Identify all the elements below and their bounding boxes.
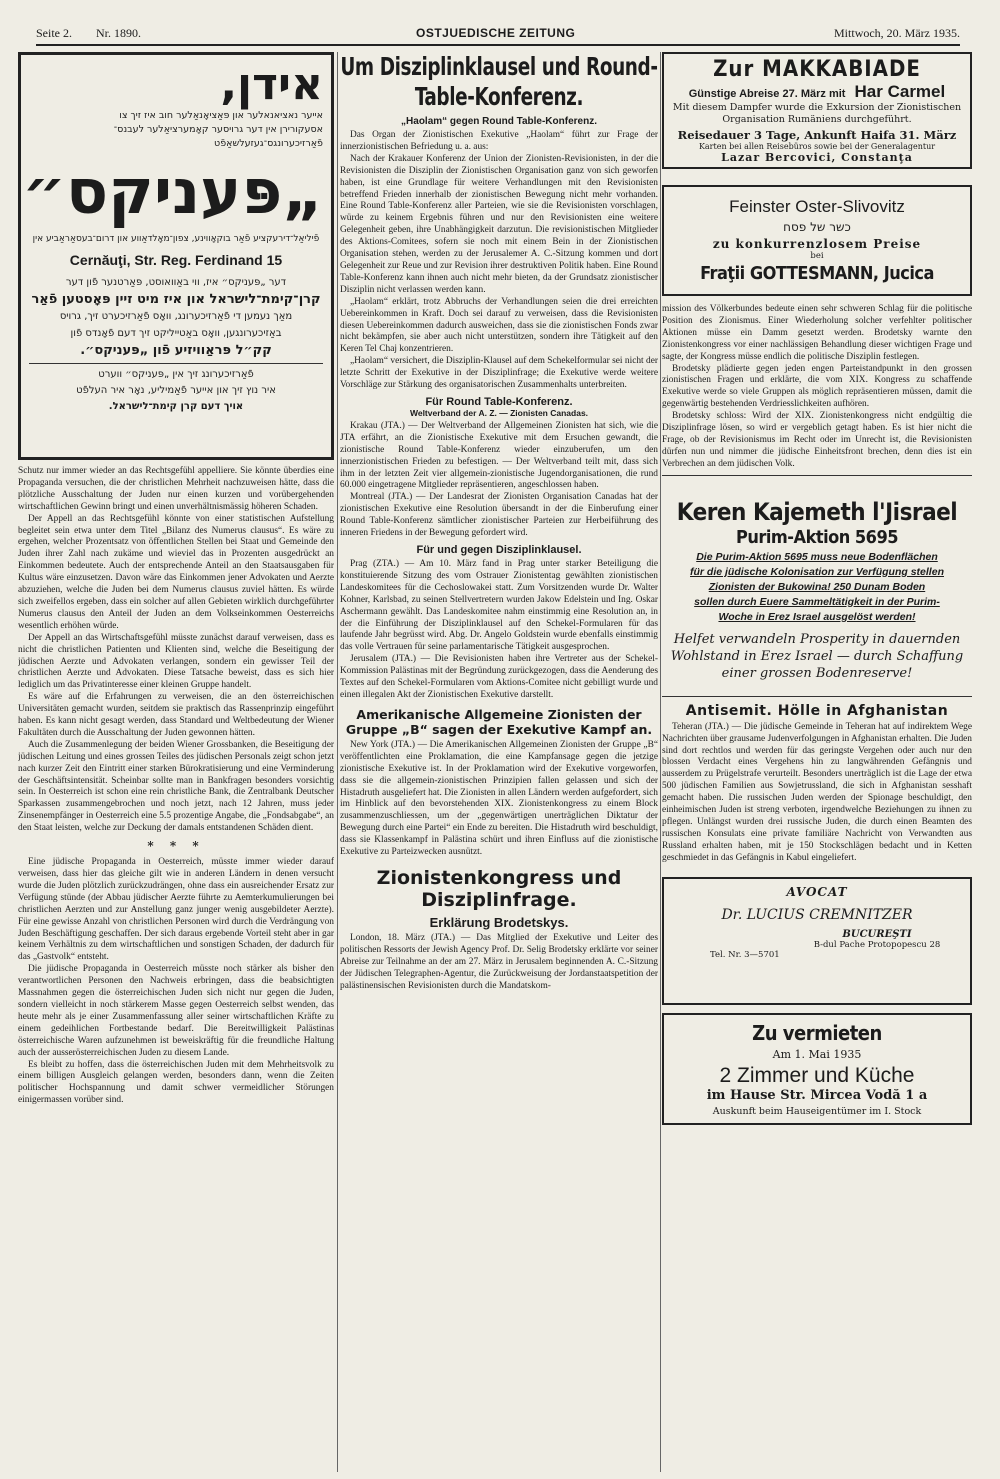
ad-rent-house: im Hause Str. Mircea Vodă 1 a: [706, 1087, 928, 1103]
paragraph: „Haolam“ erklärt, trotz Abbruchs der Verhandlungen seien die drei erreichten Uebereinkommen in Kraft. Doch sei darauf zu verweisen, dass die Revisionisten diesen Uebereinkommen dadurch ausweichen, dass sie die zionistischen Fonds zwar nicht bekämpfen, sie aber auch nicht unterstützen, sondern ihre Tätigkeit auf den Keren Tel Chaj konzentrieren.: [340, 296, 658, 355]
paragraph: Eine jüdische Propaganda in Oesterreich, müsste immer wieder darauf verweisen, dass hier das gleiche gilt wie in anderen Ländern in denen versucht wurde die Juden plötzlich zurückzudrängen, ohne dass ein ausreichender Ersatz zur Verfügung stünde (der Abbau jüdischer Aerzte führte zu Aemterkumulierungen bei christlichen Aerzten und zur Anstellung ganz junger wenig ausgebildeter Aerzte). Für eine gewisse Anzahl von christlichen Personen wird durch die Verdrängung von Juden Beschäftigung geschaffen. Der sich daraus ergebende Vorteil steht aber in gar keinem Verhältnis zu dem wirtschaftlichen und sonstigen Schaden, der dadurch für das „Gastvolk“ entsteht.: [18, 857, 334, 963]
headline-zionistenkongress: Zionistenkongress und Disziplinfrage.: [376, 866, 622, 911]
newspaper-title: OSTJUEDISCHE ZEITUNG: [416, 26, 576, 40]
headline-afghanistan: Antisemit. Hölle in Afghanistan: [685, 702, 949, 719]
issue-number: Nr. 1890.: [96, 26, 141, 40]
header-rule: [36, 44, 960, 46]
paragraph: London, 18. März (JTA.) — Das Mitglied der Exekutive und Leiter des politischen Ressorts der Jewish Agency Prof. Dr. Selig Brodetsky erklärte vor seiner Abreise zur Teilnahme an der am 27. März in Jerusalem beginnenden A. C.-Sitzung der Jüdischen Telegraphen-Agentur, die Zurückweisung der Jordanstaatspetition der palästinensischen Revisionisten durch die Mandatskom-: [340, 932, 658, 991]
paragraph: Teheran (JTA.) — Die jüdische Gemeinde in Teheran hat auf indirektem Wege Nachrichten über grausame Judenverfolgungen in Afghanistan erhalten. Die Juden sind dort rechtlos und werden für das geringste Vergehen oder auch nur den blossen Verdacht eines Vergehens hin zu langwährenden Gefängnis und ausserdem zu Prügelstrafe verurteilt. Besonders unerträglich ist die Lage der etwa 500 jüdischen Familien aus Sowjetrussland, die sich in Afghanistan sesshaft gemacht haben. Die russischen Juden werden der Spionage beschuldigt, den einheimischen Juden ist streng verboten, irgendwelche Beziehungen zu ihnen zu pflegen. Unlängst wurden drei russische Juden, die durch einen Beamten des russischen Konsulats eine private familiäre Nachricht von Verwandten aus Russland erhalten haben, mit je 150 Stockschlägen bedacht und in Ketten geschmiedet in das Gefängnis in Kabul eingeliefert.: [662, 721, 972, 863]
paragraph: Nach der Krakauer Konferenz der Union der Zionisten-Revisionisten, in der die Revisionisten die Disziplin der Zionistischen Organisation ganz von sich geworfen haben, ist eine Grundlage für weitere Verhandlungen mit den Revisionisten betreffend Frieden innerhalb der zionistischen Bewegung nicht mehr vorhanden. Eine Round Table-Konferenz aller Parteien, wie sie die Revisionisten vorschlagen, würde zu keinem Ergebnis führen und nur den Revisionisten eine weitere Gelegenheit geben, ihre Unabhängigkeit darzutun. Die revisionistischen Mitglieder des Aktions-Comitees, sofern sie noch mit einem Bein in der Zionistischen Organisation stehen, werden zu der Jerusalemer A. C.-Sitzung kommen und dort Gelegenheit zur Reue und zur Revision ihrer destruktiven Politik haben. Eine Round Table-Konferenz kann ihnen auch nicht mehr bieten, da der Grundsatz zionistischer Disziplin nicht verlassen werden kann.: [340, 153, 658, 295]
ad-makkabiade-title: Zur MAKKABIADE: [713, 57, 921, 82]
paragraph: „Haolam“ versichert, die Disziplin-Klausel auf dem Schekelformular sei nicht der letzte Schritt der Exekutive in der Disziplinfrage; die Exekutive werde weitere Vorschläge zur Stärkung des organisatorischen Zusammenhalts unterbreiten.: [340, 356, 658, 391]
paragraph: Montreal (JTA.) — Der Landesrat der Zionisten Organisation Canadas hat der zionistischen Exekutive eine Resolution übersandt in der die Einberufung einer Round Table-Konferenz sämtlicher zionistischer Parteien zur Herbeiführung des inneren Friedens in der Bewegung gefordert wird.: [340, 492, 658, 539]
column-middle: [340, 52, 658, 1472]
headline-disziplin: Um Disziplinklausel und Round-Table-Konferenz.: [340, 52, 658, 111]
ad-phoenix-intro: אייער נאציאנאלער און פּאַציאָנאַלער חוב איז זיך צו אסעקורירן אין דער גרויסער קאָמערציאַלער לעבנס־ פֿאַרזיכערונגס־געזעלשאַפֿט: [113, 110, 323, 149]
ad-advocat-tel: Tel. Nr. 3—5701: [710, 949, 780, 960]
ad-slivovitz-price: zu konkurrenzlosem Preise: [712, 237, 922, 251]
ad-phoenix-body: דער „פּעניקס״ איז, ווי באַוואוסט, פּאַרטנער פֿון דער קרן־קימת־לישראל און איז מיט זיין פּאָסטען פֿאַר מאַך נעמען די פֿאַרזיכערונג, וואָס פֿאַרזיכערט זיך, גרויס באַזיכערונגען, וואָס באַטייליקט זיך דעם פֿאָנדס פֿון קק״ל פּראַוויזיע פֿון „פּעניקס״.: [31, 277, 321, 358]
column-left: [18, 52, 334, 1472]
paragraph: Krakau (JTA.) — Der Weltverband der Allgemeinen Zionisten hat sich, wie die JTA erfährt, an die Zionistische Exekutive mit dem Ersuchen gewandt, die zionistische Round Table-Konferenz wieder einzuberufen, um den innerzionistischen Frieden zu befestigen. — Der Weltverband teilt mit, dass sich ihm in der letzten Zeit vier allgemein-zionistische Jugendorganisationen, die rund 60.000 eingetragene Mitglieder repräsentieren, angeschlossen haben.: [340, 420, 658, 491]
subheadline-amerikanische: Amerikanische Allgemeine Zionisten der Gruppe „B“ sagen der Exekutive Kampf an.: [345, 706, 653, 737]
paragraph: Der Appell an das Wirtschaftsgefühl müsste zunächst darauf verweisen, dass es nicht die christlichen Patienten und Klienten sind, welche die Beseitigung der jüdischen Aerzte und Advokaten verlangen, sondern ein gewisser Teil der christlichen Aerzte und Advokaten. Diese Tatsache beweist, dass es sich hier lediglich um das Privatinteresse einer kleinen Gruppe handelt.: [18, 632, 334, 691]
subheadline-weltverband: Weltverband der A. Z. — Zionisten Canadas.: [409, 407, 589, 418]
ad-kkl-subtitle: Purim-Aktion 5695: [736, 526, 898, 548]
column-right: [662, 52, 972, 1472]
ad-makkabiade-duration: Reisedauer 3 Tage, Ankunft Haifa 31. März: [677, 128, 957, 142]
article-oesterreich: [18, 466, 334, 1107]
page-number: Seite 2.: [36, 26, 72, 40]
ad-makkabiade-info: Mit diesem Dampfer wurde die Exkursion der Zionistischen Organisation Rumäniens durchgeführt.: [672, 102, 962, 125]
ad-slivovitz-firm: Fraţii GOTTESMANN, Jucica: [700, 263, 934, 284]
paragraph: Es wäre auf die Erfahrungen zu verweisen, die an den österreichischen Universitäten gemacht wurden, seitdem sie praktisch das Rassenprinzip eingeführt haben. Es kann nicht gesagt werden, dass Standard und Weltbedeutung der Wiener Fakultäten durch die Ausschaltung der Juden gewonnen hätten.: [18, 692, 334, 738]
ad-kkl-title: Keren Kajemeth l'Jisrael: [676, 497, 958, 526]
ad-advocat-name: Dr. LUCIUS CREMNITZER: [721, 906, 913, 923]
paragraph: Das Organ der Zionistischen Exekutive „Haolam“ führt zur Frage der innerzionistischen Befriedung u. a. aus:: [340, 130, 658, 152]
subheadline-brodetsky: Erklärung Brodetskys.: [429, 914, 569, 930]
subheadline-round-table: Für Round Table-Konferenz.: [425, 395, 573, 408]
article-brodetsky-cont: [662, 304, 972, 471]
ad-advocat: [662, 877, 972, 1005]
ad-advocat-street: B-dul Pache Protopopescu 28: [813, 939, 941, 950]
ad-advocat-label: AVOCAT: [786, 884, 848, 899]
paragraph: Jerusalem (JTA.) — Die Revisionisten haben ihre Vertreter aus der Schekel-Kommission Palästinas mit der Begründung zurückgezogen, dass die Aenderung des Textes auf den Schekel-Formularen vom Aktions-Comitee nicht gebilligt wurde und einen illegalen Akt der Zionistischen Exekutive darstellt.: [340, 654, 658, 700]
ad-kkl-lines: Die Purim-Aktion 5695 muss neue Bodenflächen für die jüdische Kolonisation zur Verfügung stellen Zionisten der Bukowina! 250 Dunam Boden sollen durch Euere Sammeltätigkeit in der Purim- Woche in Erez Israel ausgelöst werden!: [690, 550, 944, 623]
paragraph: Der Appell an das Rechtsgefühl könnte von einer statistischen Aufstellung begleitet sein etwa unter dem Titel „Bilanz des Numerus clausus“. Es wäre zu ergehen, welcher Prozentsatz von öffentlichen Stellen bei Staat und Gemeinde den Juden ihrer Zahl nach zukäme und wieviel das in Prozenten ausgedrückt an Einkommen bedeutete. Auch der entsprechende Anteil an den Staatsausgaben für Kultus wäre einzusetzen. Davon wäre das Einkommen jener Advokaten und Aerzte abzuziehen, welche die Juden bei dem Numerus clausus zuviel hätten. Es würde sich zweifellos ergeben, dass ein solcher auf allen Gebieten wirklich durchgeführter Numerus clausus den Anteil der Juden an dem Volkseinkommen Oesterreichs wesentlich erhöhen würde.: [18, 513, 334, 631]
section-divider: * * *: [147, 839, 205, 854]
ad-rent-date: Am 1. Mai 1935: [772, 1047, 862, 1061]
ad-makkabiade-tickets: Karten bei allen Reisebüros sowie bei der Generalagentur: [698, 142, 936, 151]
subheadline-fuer-gegen: Für und gegen Disziplinklausel.: [416, 544, 582, 556]
paragraph: Prag (ZTA.) — Am 10. März fand in Prag unter starker Beteiligung die konstituierende Sitzung des vom Ostrauer Zionistentag gewählten zionistischen Landeskomitees für die Cechoslowakei statt. Zum Vorsitzenden wurde Dr. Walter Kohner, Karlsbad, zu seinen Stellvertretern wurden Jakow Edelstein und Ing. Oskar Aschermann gewählt. Das Landeskomitee nahm einstimmig eine Resolution an, in der die Einführung der Disziplinklausel auf den Schekel-Formularen für das laufende Jahr begrüsst wird. Abg. Dr. Angelo Goldstein wurde ebenfalls einstimmig das volle Vertrauen für seine parlamentarische Tätigkeit ausgesprochen.: [340, 559, 658, 653]
ad-makkabiade-departure: Günstige Abreise 27. März mit Har Carmel: [688, 82, 946, 101]
paragraph: New York (JTA.) — Die Amerikanischen Allgemeinen Zionisten der Gruppe „B“ veröffentlichten eine Proklamation, die eine Kampfansage gegen die jetzige zionistische Exekutive ist. In der Proklamation wird der Exekutive vorgeworfen, dass sie die allgemein-zionistischen Prinzipien fallen gelassen und sich der Histadruth ausgeliefert hat. Die Zionisten in allen Ländern werden aufgefordert, sich im Hinblick auf den bevorstehenden XIX. Zionistenkongress zu einem Block zusammenzuschliessen, um der „gegenwärtigen unerträglichen Diktatur der Bewegung durch eine Partei“ ein Ende zu bereiten. Die Histadruth wird beschuldigt, dass sie Klassenkampf in Palästina schürt und ihren Einfluss auf die zionistische Exekutive zu Parteizwecken ausnützt.: [340, 739, 658, 858]
issue-date: Mittwoch, 20. März 1935.: [834, 26, 960, 40]
paragraph: Brodetsky plädierte gegen jeden engen Parteistandpunkt in den grossen zionistischen Fragen und erklärte, die vom XIX. Kongress zu schaffende Exekutive werde so viele Gruppen als möglich repräsentieren müssen, damit die gegenwärtig bestehenden Verdriesslichkeiten aufhören.: [662, 363, 972, 410]
ad-kkl-appeal: Helfet verwandeln Prosperity in dauernden Wohlstand in Erez Israel — durch Schaffung einer grossen Bodenreserve!: [670, 631, 964, 681]
ad-keren-kajemeth: [662, 494, 972, 686]
page-header: [36, 26, 960, 42]
column-rule-1: [337, 52, 338, 1472]
column-rule-2: [660, 52, 661, 1472]
ad-slivovitz: [662, 185, 972, 296]
ad-phoenix-address: Cernăuţi, Str. Reg. Ferdinand 15: [69, 252, 283, 268]
subheadline-haolam: „Haolam“ gegen Round Table-Konferenz.: [401, 116, 597, 127]
paragraph: Die jüdische Propaganda in Oesterreich müsste noch stärker als bisher den verantwortlichen Personen den Nachweis erbringen, dass die beabsichtigten Massnahmen gegen die österreichischen Juden sich nicht nur gegen die Juden, sondern vielleicht in noch stärkerem Masse gegen Oesterreich selbst wenden, das heute mehr als je einer Zusammenfassung aller seiner wirtschaftlichen Kräfte zu einem gedeihlichen Fortbestande bedarf. Die Bereitwilligkeit Palästinas österreichische Waren aufzunehmen ist beweiskräftig für die freundliche Haltung auch der ausserösterreichischen Juden zu diesem Lande.: [18, 964, 334, 1058]
ad-rent-title: Zu vermieten: [752, 1020, 882, 1045]
ad-phoenix-brand: „פּעניקס״: [22, 155, 323, 228]
paragraph: Schutz nur immer wieder an das Rechtsgefühl appelliere. Sie könnte überdies eine Propaganda versuchen, die der christlichen Mehrheit nachzuweisen hätte, dass die plötzliche Ausschaltung der Juden nur einen kurzen und vorübergehenden wirtschaftlichen Gewinn bringt und einen unverhältnismässig höheren Schaden.: [18, 466, 334, 512]
paragraph: Es bleibt zu hoffen, dass die österreichischen Juden mit dem Mehrheitsvolk zu einem billigen Ausgleich gelangen werden, besonders dann, wenn die Zeiten politischer Hochspannung und damit schwer vermeidlicher Störungen einigermassen vorüber sind.: [18, 1059, 334, 1106]
ad-phoenix-branches: פֿיליאַל־דירעקציע פֿאַר בוקאָווינע, צפון־מאָלדאַווע און דרום־בעסאַראַביע אין: [32, 234, 320, 244]
ad-phoenix: [18, 52, 334, 460]
paragraph: Brodetsky schloss: Wird der XIX. Zionistenkongress nicht endgültig die Disziplinfrage lösen, so wird er vergeblich getagt haben. Es ist hier nicht die Frage, ob der Revisionismus im Recht oder im Unrecht ist, die Revisionisten dürfen nun und nimmer die jüdische Einheitsfront brechen, denn dies ist ein Verbrechen an dem jüdischen Volk.: [662, 411, 972, 469]
ad-rent-info: Auskunft beim Hauseigentümer im I. Stock: [712, 1105, 922, 1117]
ad-slivovitz-title: Feinster Oster-Slivovitz: [729, 197, 905, 216]
ad-slivovitz-kosher: כשר של פסח: [783, 220, 851, 234]
ad-phoenix-heading: אידן,: [220, 59, 323, 110]
paragraph: mission des Völkerbundes bedeute einen sehr schweren Schlag für die politische Position des Zionismus. Einer Wiederholung solcher verfehlter politischer Aktionen müsse ein Damm gesetzt werden. Brodetsky warnte den Zionistenkongress vor einer nachlässigen Behandlung dieser wichtigen Frage und sagte, der Kongress müsse endlich die politische Disziplin festlegen.: [662, 304, 972, 362]
ad-zu-vermieten: [662, 1013, 972, 1125]
ad-makkabiade: [662, 52, 972, 169]
ad-rent-rooms: 2 Zimmer und Küche: [719, 1063, 915, 1087]
ad-phoenix-footer: פֿאַרזיכערונג זיך אין „פּעניקס״ ווערט איר נוץ זיך און אייער פֿאַמיליע, נאָר איר העלפֿט אויך דעם קרן קימת־לישראל.: [29, 363, 323, 415]
ad-slivovitz-bei: bei: [810, 251, 824, 261]
paragraph: Auch die Zusammenlegung der beiden Wiener Grossbanken, die Beseitigung der jüdischen Leitung und eines grossen Teiles des jüdischen Personals zeigt schon jetzt nach kurzer Zeit den Eintritt einer starken Bürokratisierung und eine Verminderung der Geschäftsintensität. Scheinbar sollte man in Bankfragen besonders vorsichtig sein. In Oesterreich ist schon eine rein christliche Bank, die Zentralbank Deutscher Sparkassen zusammengebrochen und noch jetzt, nach 12 Jahren, muss jeder Zinsenempfänger in Oesterreich eine 5.5 prozentige Angabe, die „Fondsabgabe“, an den Staat leisten, welche zur Deckung der damals entstandenen Schäden dient.: [18, 739, 334, 834]
ad-advocat-city: BUCUREŞTI: [842, 928, 912, 940]
ad-makkabiade-agent: Lazar Bercovici, Constanţa: [721, 151, 913, 164]
